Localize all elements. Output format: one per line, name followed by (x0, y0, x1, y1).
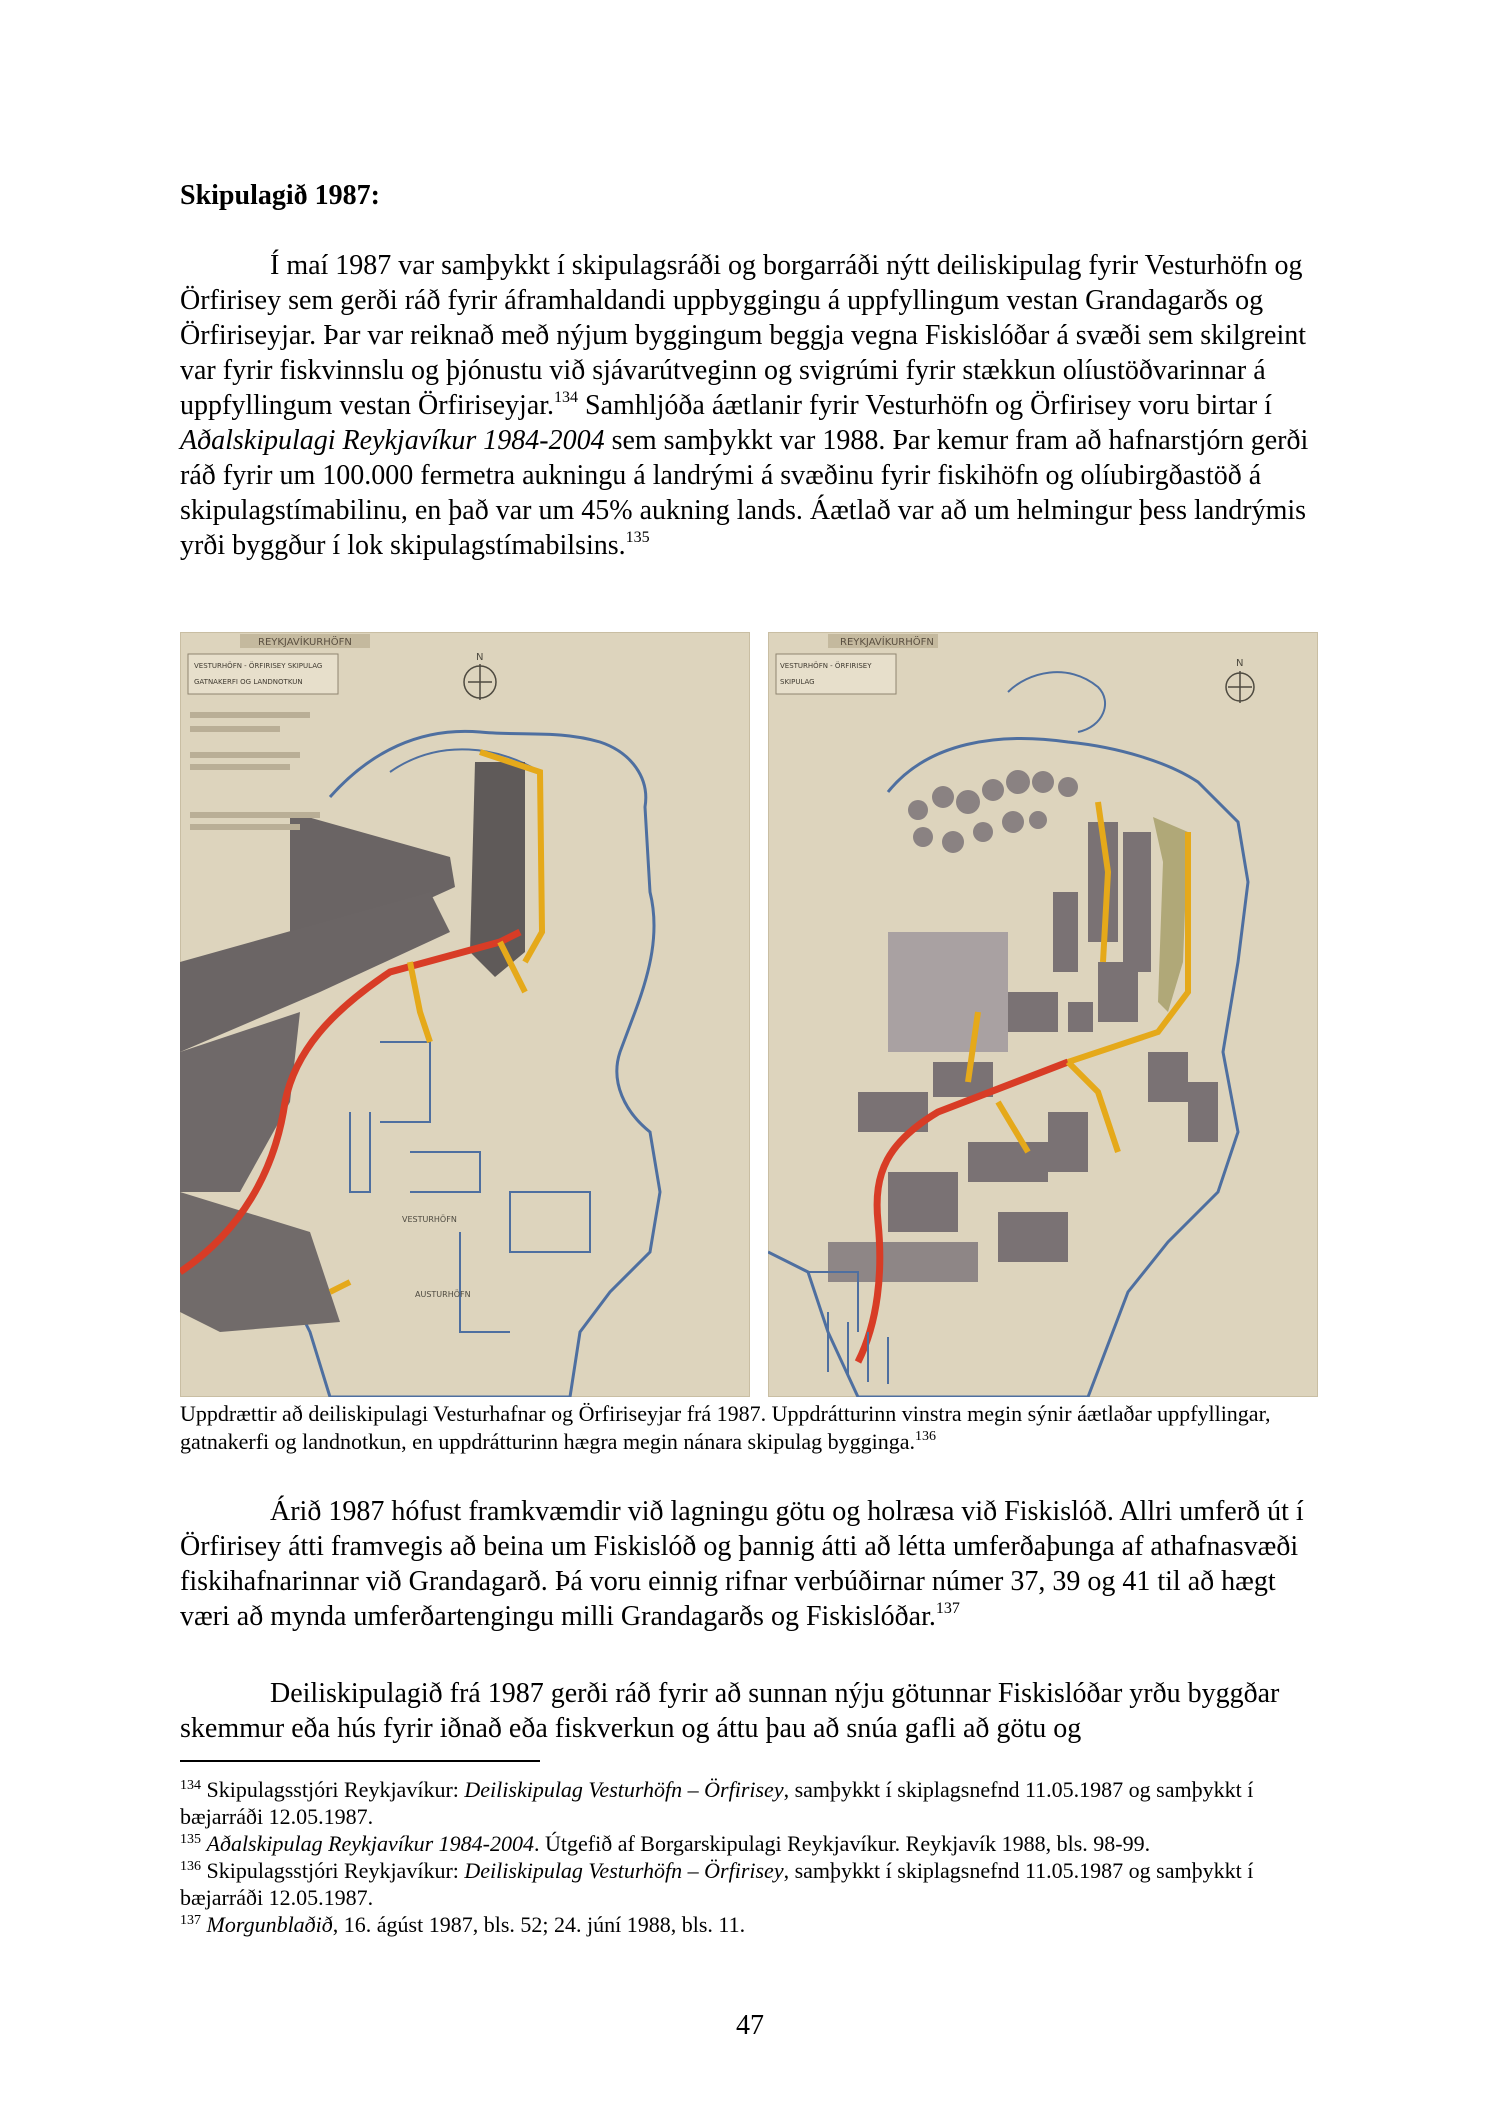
page-number: 47 (736, 2010, 764, 2041)
footnote-text: , 16. ágúst 1987, bls. 52; 24. júní 1988, bls. 11. (332, 1912, 746, 1937)
paragraph-1-text-a: Í maí 1987 var samþykkt í skipulagsráði og borgarráði nýtt deiliskipulag fyrir Vesturhöfn og Örfirisey sem gerði ráð fyrir áframhaldandi uppbyggingu á uppfyllingum vestan Grandagarðs og Örfiriseyjar. Þar var reiknað með nýjum byggingum beggja vegna Fiskislóðar á svæði sem skilgreint var fyrir fiskvinnslu og þjónustu við sjávarútveginn og svigrúmi fyrir stækkun olíustöðvarinnar á uppfyllingum vestan Örfiriseyjar. (180, 250, 1307, 421)
footnote-134 (180, 1776, 1320, 1830)
footnote-title: Aðalskipulag Reykjavíkur 1984-2004 (206, 1831, 534, 1856)
map-left-drawing (180, 632, 750, 1397)
footnote-number: 135 (180, 1832, 201, 1847)
paragraph-3 (180, 1676, 1315, 1746)
footnote-135 (180, 1830, 1320, 1857)
footnote-title: Deiliskipulag Vesturhöfn – Örfirisey (464, 1858, 784, 1883)
footnote-text: , samþykkt í skiplagsnefnd 11.05.1987 og samþykkt í bæjarráði 12.05.1987. (180, 1777, 1254, 1829)
figure-caption (180, 1400, 1320, 1456)
footnote-number: 136 (180, 1859, 201, 1874)
footnote-ref-134[interactable]: 134 (554, 389, 579, 406)
map-left-header: REYKJAVÍKURHÖFN (258, 637, 352, 648)
footnote-text: Skipulagsstjóri Reykjavíkur: (206, 1777, 465, 1802)
map-left (180, 632, 750, 1397)
footnote-137 (180, 1911, 1320, 1938)
footnote-text: , samþykkt í skiplagsnefnd 11.05.1987 og samþykkt í bæjarráði 12.05.1987. (180, 1858, 1254, 1910)
footnote-ref-136[interactable]: 136 (914, 1429, 936, 1444)
map-right-title-1: VESTURHÖFN - ÖRFIRISEY (780, 662, 872, 670)
footnote-ref-135[interactable]: 135 (625, 529, 650, 546)
paragraph-2 (180, 1494, 1315, 1634)
section-heading: Skipulagið 1987: (180, 180, 380, 211)
paragraph-3-text: Deiliskipulagið frá 1987 gerði ráð fyrir að sunnan nýju götunnar Fiskislóðar yrðu byggðar skemmur eða hús fyrir iðnað eða fiskverkun og áttu þau að snúa gafli að götu og (180, 1678, 1280, 1744)
map-right-title-2: SKIPULAG (780, 678, 815, 686)
footnote-number: 134 (180, 1778, 201, 1793)
footnote-text: . Útgefið af Borgarskipulagi Reykjavíkur. Reykjavík 1988, bls. 98-99. (533, 1831, 1151, 1856)
map-right-header: REYKJAVÍKURHÖFN (840, 637, 934, 648)
paragraph-1-text-b: Samhljóða áætlanir fyrir Vesturhöfn og Örfirisey voru birtar í (578, 390, 1272, 421)
footnote-text: Skipulagsstjóri Reykjavíkur: (206, 1858, 465, 1883)
caption-text: Uppdrættir að deiliskipulagi Vesturhafnar og Örfiriseyjar frá 1987. Uppdrátturinn vinstra megin sýnir áætlaðar uppfyllingar, gatnakerfi og landnotkun, en uppdrátturinn hægra megin nánara skipulag bygginga. (180, 1401, 1271, 1454)
plan-title: Aðalskipulagi Reykjavíkur 1984-2004 (180, 425, 605, 456)
footnote-ref-137[interactable]: 137 (935, 1600, 960, 1617)
footnote-number: 137 (180, 1913, 201, 1928)
footnote-divider (180, 1760, 540, 1762)
footnote-title: Morgunblaðið (206, 1912, 333, 1937)
map-left-title-1: VESTURHÖFN - ÖRFIRISEY SKIPULAG (194, 662, 323, 670)
footnote-136 (180, 1857, 1320, 1911)
map-left-label-austurhofn: AUSTURHÖFN (415, 1290, 471, 1299)
paragraph-1 (180, 248, 1315, 563)
map-left-label-vesturhofn: VESTURHÖFN (402, 1215, 457, 1224)
footnote-title: Deiliskipulag Vesturhöfn – Örfirisey (464, 1777, 784, 1802)
map-right-drawing (768, 632, 1318, 1397)
map-right-north-label: N (1236, 658, 1244, 669)
paragraph-2-text: Árið 1987 hófust framkvæmdir við lagningu götu og holræsa við Fiskislóð. Allri umferð út í Örfirisey átti framvegis að beina um Fiskislóð og þannig átti að létta umferðaþunga af athafnasvæði fiskihafnarinnar við Grandagarð. Þá voru einnig rifnar verbúðirnar númer 37, 39 og 41 til að hægt væri að mynda umferðartengingu milli Grandagarðs og Fiskislóðar. (180, 1496, 1304, 1632)
map-left-north-label: N (476, 652, 484, 663)
map-right (768, 632, 1318, 1397)
map-left-title-2: GATNAKERFI OG LANDNOTKUN (194, 678, 303, 686)
footnotes (180, 1776, 1320, 1938)
paragraph-1-text-c: sem samþykkt var 1988. Þar kemur fram að hafnarstjórn gerði ráð fyrir um 100.000 fermetra aukningu á landrými á svæðinu fyrir fiskihöfn og olíubirgðastöð á skipulagstímabilinu, en það var um 45% aukning lands. Áætlað var að um helmingur þess landrýmis yrði byggður í lok skipulagstímabilsins. (180, 425, 1309, 561)
